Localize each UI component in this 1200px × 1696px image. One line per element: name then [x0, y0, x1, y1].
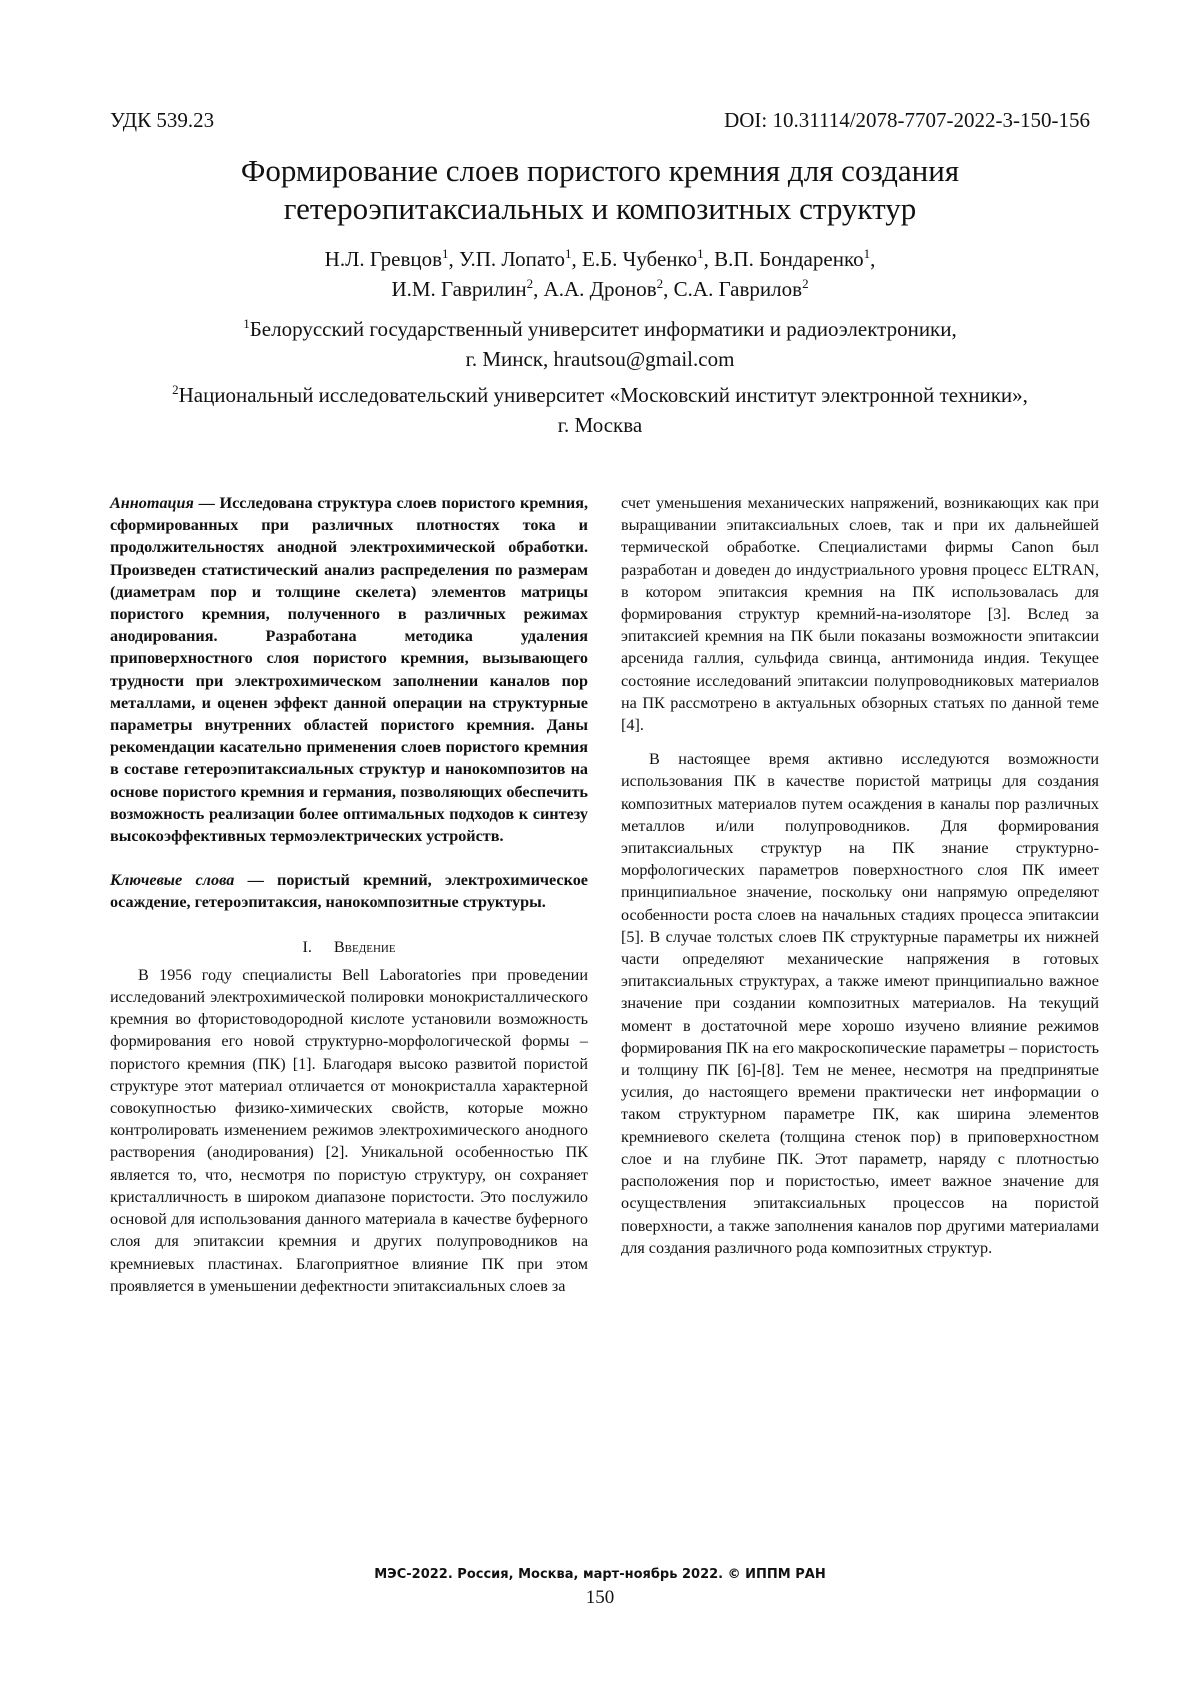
affiliation-mark: 2 [802, 276, 809, 291]
affiliation-mark: 1 [863, 246, 871, 261]
keywords [110, 869, 588, 913]
udk-code: УДК 539.23 [110, 108, 215, 132]
doi-identifier: DOI: 10.31114/2078-7707-2022-3-150-156 [724, 108, 1090, 132]
separator: , [571, 247, 583, 271]
affiliation-mark: 1 [565, 246, 572, 261]
affiliation-mark: 1 [697, 246, 704, 261]
author-name: А.А. Дронов [543, 277, 657, 301]
author-name: Н.Л. Гревцов [324, 247, 443, 271]
intro-paragraph: В 1956 году специалисты Bell Laboratories при проведении исследований электрохимической полировки монокристаллического кремния во фтористоводородной кислоте установили возможность формирования его новой структурно-морфологической формы – пористого кремния (ПК) [1]. Благодаря высоко развитой пористой структуре этот материал отличается от монокристалла характерной совокупностью физико-химических свойств, которые можно контролировать изменением режимов электрохимического анодного растворения (анодирования) [2]. Уникальной особенностью ПК является то, что, несмотря по пористую структуру, он сохраняет кристалличность в широком диапазоне пористости. Это послужило основой для использования данного материала в качестве буферного слоя для эпитаксии кремния и других полупроводников на кремниевых пластинах. Благоприятное влияние ПК при этом проявляется в уменьшении дефектности эпитаксиальных слоев за [110, 965, 588, 1295]
left-column [110, 492, 588, 1297]
affiliation-name: Белорусский государственный университет информатики и радиоэлектроники, [249, 317, 957, 341]
affiliation-2 [100, 380, 1100, 440]
separator: , [703, 247, 715, 271]
affiliation-mark: 1 [442, 246, 449, 261]
affiliation-mark: 2 [526, 276, 534, 291]
section-heading [110, 936, 588, 958]
section-number: I. [302, 937, 312, 956]
author-name: В.П. Бондаренко [714, 247, 864, 271]
author-line-2 [100, 274, 1100, 304]
abstract-label: Аннотация [110, 494, 194, 512]
abstract-dash: — [193, 494, 220, 512]
affiliation-name: Национальный исследовательский университет «Московский институт электронной техники», [178, 383, 1028, 407]
affiliation-location: г. Москва [557, 413, 643, 437]
title-line-2: гетероэпитаксиальных и композитных структур [283, 191, 917, 226]
author-name: С.А. Гаврилов [673, 277, 803, 301]
affiliation-number: 2 [172, 382, 179, 397]
author-name: И.М. Гаврилин [391, 277, 527, 301]
author-list [100, 244, 1100, 304]
separator: , [870, 247, 876, 271]
affiliation-1 [100, 314, 1100, 374]
abstract-text: Исследована структура слоев пористого кремния, сформированных при различных плотностях тока и продолжительностях анодной электрохимической обработки. Произведен статистический анализ распределения по размерам (диаметрам пор и толщине скелета) элементов матрицы пористого кремния, полученного в различных режимах анодирования. Разработана методика удаления приповерхностного слоя пористого кремния, вызывающего трудности при электрохимическом заполнении каналов пор металлами, и оценен эффект данной операции на структурные параметры внутренних областей пористого кремния. Даны рекомендации касательно применения слоев пористого кремния в составе гетероэпитаксиальных структур и нанокомпозитов на основе пористого кремния и германия, позволяющих обеспечить возможность реализации более оптимальных подходов к синтезу высокоэффективных термоэлектрических устройств. [110, 494, 589, 846]
title-line-1: Формирование слоев пористого кремния для создания [240, 153, 960, 188]
keywords-dash: — [234, 871, 278, 890]
paper-title [100, 152, 1100, 228]
author-name: Е.Б. Чубенко [582, 247, 698, 271]
abstract [110, 492, 588, 847]
intro-paragraph-2: В настоящее время активно исследуются возможности использования ПК в качестве пористой матрицы для создания композитных материалов путем осаждения в каналы пор различных металлов и/или полупроводников. Для формирования эпитаксиальных структур на ПК знание структурно-морфологических параметров поверхностного слоя ПК имеет принципиальное значение, поскольку они напрямую определяют особенности роста слоев на начальных стадиях процесса эпитаксии [5]. В случае толстых слоев ПК структурные параметры их нижней части определяют механические напряжения в готовых эпитаксиальных структурах, а также имеют принципиально важное значение при создании композитных материалов. На текущий момент в достаточной мере хорошо изучено влияние режимов формирования ПК на его макроскопические параметры – пористость и толщину ПК [6]-[8]. Тем не менее, несмотря на предпринятые усилия, до настоящего времени практически нет информации о таком структурном параметре ПК, как ширина элементов кремниевого скелета (толщина стенок пор) в приповерхностном слое и на глубине ПК. Этот параметр, наряду с плотностью расположения пор и пористостью, имеет важное значение для осуществления эпитаксиальных процессов на пористой поверхности, а также заполнения каналов пор другими материалами для создания различного рода композитных структур. [621, 750, 1099, 1257]
separator: , [663, 277, 674, 301]
author-name: У.П. Лопато [459, 247, 566, 271]
separator: , [533, 277, 544, 301]
intro-paragraph-continued: счет уменьшения механических напряжений, возникающих как при выращивании эпитаксиальных слоев, так и при их дальнейшей термической обработке. Специалистами фирмы Canon был разработан и доведен до индустриального уровня процесс ELTRAN, в котором эпитаксия кремния на ПК использовалась для формирования структур кремний-на-изоляторе [3]. Вслед за эпитаксией кремния на ПК были показаны возможности эпитаксии арсенида галлия, сульфида свинца, антимонида индия. Текущее состояние исследований эпитаксии полупроводниковых материалов на ПК рассмотрено в актуальных обзорных статьях по данной теме [4]. [621, 494, 1099, 735]
conference-footer: МЭС-2022. Россия, Москва, март-ноябрь 2022. © ИППМ РАН [374, 1567, 826, 1582]
keywords-label: Ключевые слова [110, 871, 235, 890]
section-name: Введение [333, 937, 396, 956]
affiliation-location: г. Минск, hrautsou@gmail.com [465, 347, 735, 371]
author-line-1 [100, 244, 1100, 274]
right-column [621, 492, 1099, 1259]
affiliation-mark: 2 [656, 276, 664, 291]
page-number: 150 [585, 1587, 615, 1608]
separator: , [448, 247, 460, 271]
affiliation-number: 1 [243, 316, 250, 331]
keywords-text: пористый кремний, электрохимическое осаждение, гетероэпитаксия, нанокомпозитные структуры. [110, 871, 588, 912]
